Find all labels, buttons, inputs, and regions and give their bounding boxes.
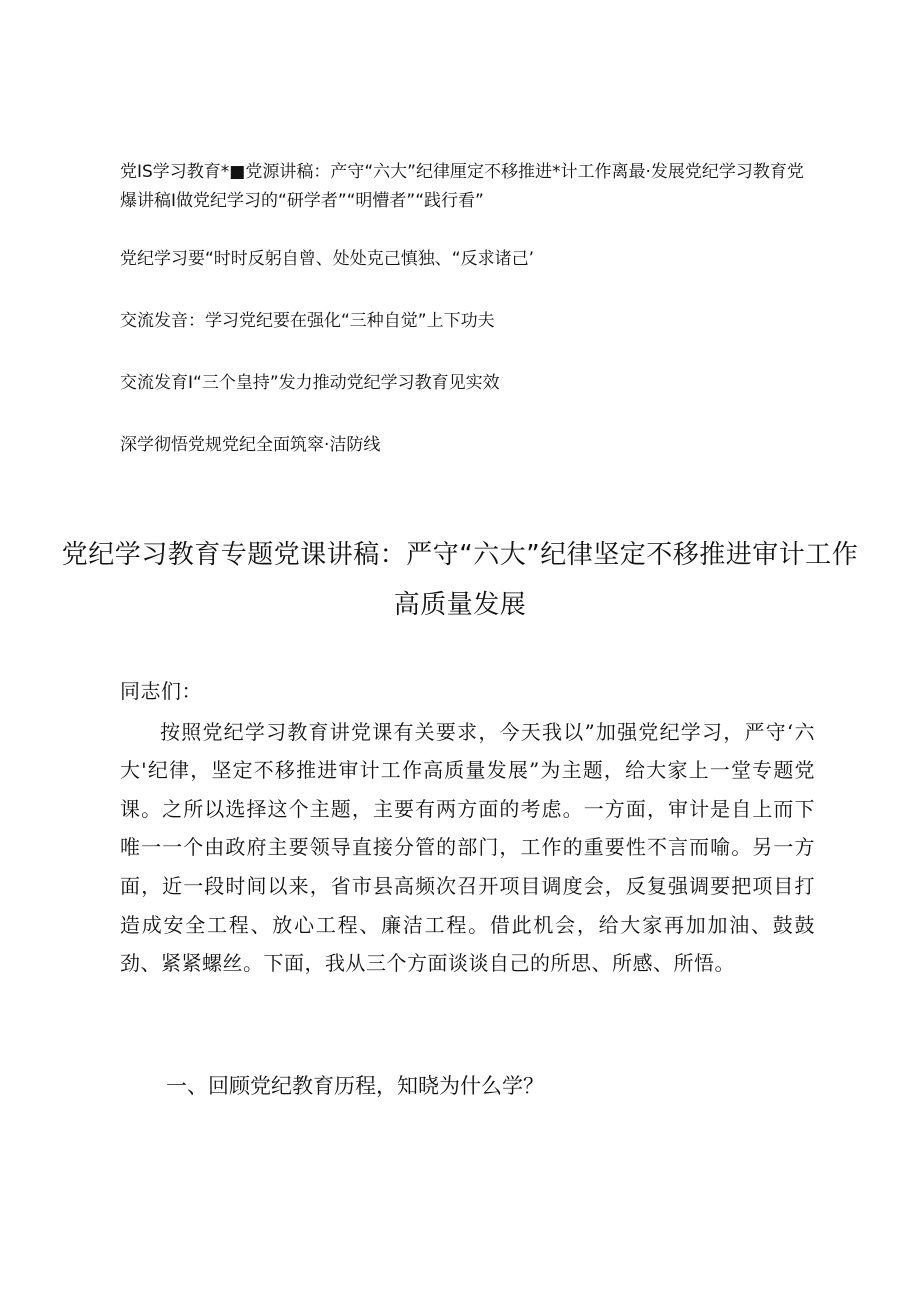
- related-articles-list: [120, 158, 810, 493]
- section-heading: 一、回顾党纪教育历程，知晓为什么学？: [166, 1074, 544, 1098]
- document-title: 党纪学习教育专题党课讲稿：严守“六大”纪律坚定不移推进审计工作高质量发展: [61, 540, 859, 620]
- document-body: [120, 672, 815, 983]
- related-article-item: 党IS学习教育*■党源讲稿：产守“六大”纪律厘定不移推进*计工作离最·发展党纪学习教育党爆讲稿I做党纪学习的“研学者”“明懵者”“践行看”: [120, 162, 804, 211]
- related-article-item: 交流发音：学习党纪要在强化“三种自觉”上下功夫: [120, 311, 495, 331]
- body-paragraph: 按照党纪学习教育讲党课有关要求，今天我以”加强党纪学习，严守‘六大'纪律，坚定不移推进审计工作高质量发展”为主题，给大家上一堂专题党课。之所以选择这个主题，主要有两方面的考虑。一方面，审计是自上而下唯一一个由政府主要领导直接分管的部门，工作的重要性不言而喻。另一方面，近一段时间以来，省市县高频次召开项目调度会，反复强调要把项目打造成安全工程、放心工程、廉洁工程。借此机会，给大家再加加油、鼓鼓劲、紧紧螺丝。下面，我从三个方面谈谈自己的所思、所感、所悟。: [120, 719, 815, 976]
- related-article-item: 交流发育I“三个皇持”发力推动党纪学习教育见实效: [120, 373, 500, 393]
- related-article-item: 深学彻悟党规党纪全面筑窣·洁防线: [120, 435, 381, 455]
- salutation: 同志们：: [120, 679, 202, 703]
- related-article-item: 党纪学习要“时时反躬自曾、处处克己慎独、“反求诸己’: [120, 249, 535, 269]
